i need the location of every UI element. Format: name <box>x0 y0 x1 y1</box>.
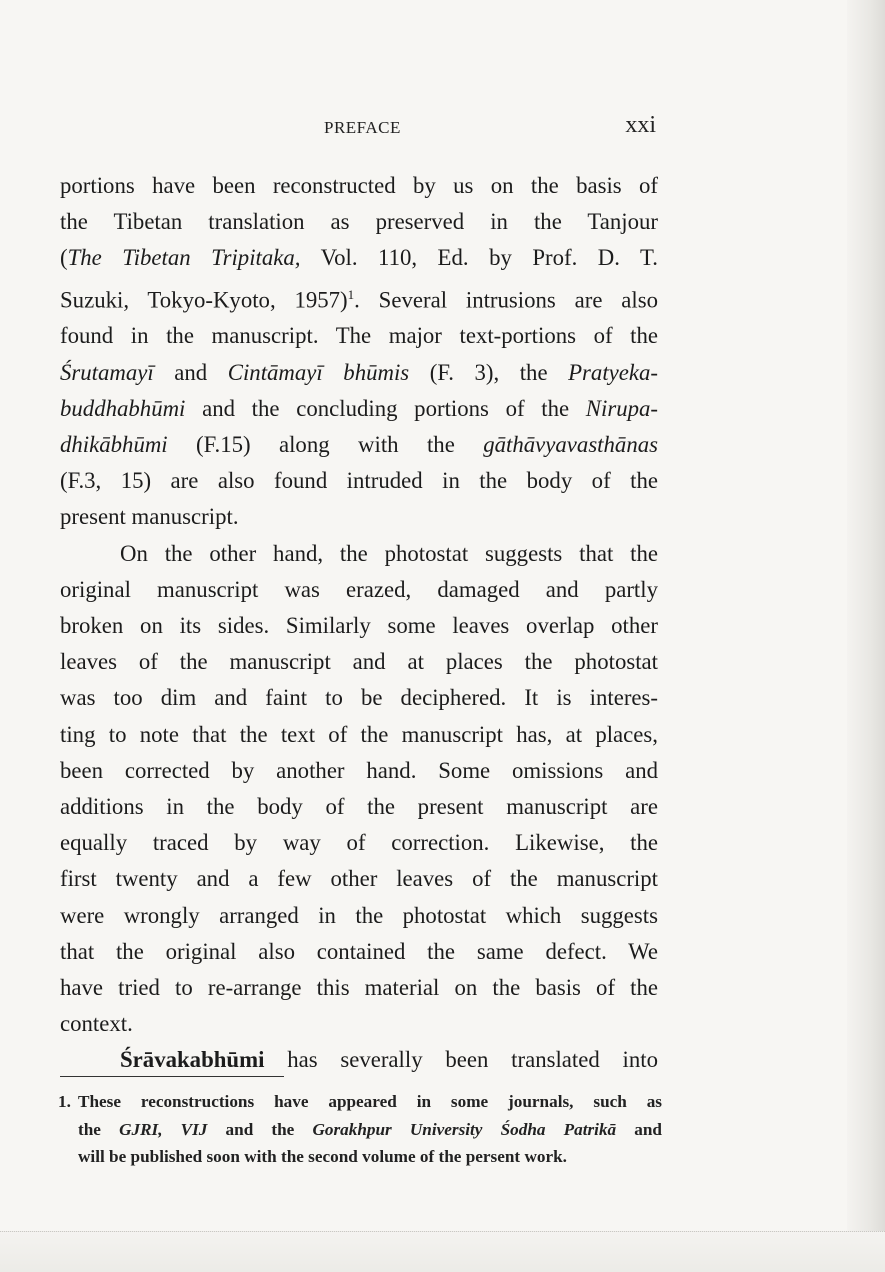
text-line: broken on its sides. Similarly some leaves overlap other <box>60 613 658 639</box>
text-line: dhikābhūmi (F.15) along with the gāthāvyavasthānas <box>60 432 658 458</box>
text-line: was too dim and faint to be deciphered. It is interes- <box>60 685 658 711</box>
bold-term: Śrāvakabhūmi <box>120 1047 265 1073</box>
text-line: (The Tibetan Tripitaka, Vol. 110, Ed. by Prof. D. T. <box>60 245 658 271</box>
text-line: that the original also contained the same defect. We <box>60 938 658 964</box>
footnote-rule <box>60 1076 284 1077</box>
text-line: On the other hand, the photostat suggests that the <box>120 540 658 566</box>
footnote-line: will be published soon with the second volume of the persent work. <box>78 1147 567 1166</box>
text-line: present manuscript. <box>60 504 239 530</box>
page-number: xxi <box>625 112 656 138</box>
text-line: Śrutamayī and Cintāmayī bhūmis (F. 3), the Pratyeka- <box>60 359 658 385</box>
running-head: PREFACE <box>324 118 401 137</box>
text-line: Suzuki, Tokyo-Kyoto, 1957)$^1$. Several intrusions are also <box>60 286 658 313</box>
text-line: additions in the body of the present manuscript are <box>60 794 658 820</box>
text-line: buddhabhūmi and the concluding portions of the Nirupa- <box>60 395 658 421</box>
footnote-line: the GJRI, VIJ and the Gorakhpur University Śodha Patrikā and <box>78 1119 662 1139</box>
paragraph-1 <box>60 168 658 536</box>
text-line: Śrāvakabhūmi has severally been translated into <box>120 1047 658 1073</box>
italic-title: The Tibetan Tripitaka, <box>67 245 301 271</box>
text-line: first twenty and a few other leaves of the manuscript <box>60 866 658 892</box>
text-line: the Tibetan translation as preserved in the Tanjour <box>60 209 658 235</box>
page-header <box>60 112 660 140</box>
paragraph-3 <box>60 1042 658 1078</box>
footnote-marker: 1 <box>347 286 355 302</box>
text-line: found in the manuscript. The major text-portions of the <box>60 323 658 349</box>
text-line: been corrected by another hand. Some omissions and <box>60 757 658 783</box>
text-line: (F.3, 15) are also found intruded in the body of the <box>60 468 658 494</box>
body-text <box>60 168 658 1079</box>
text-line: original manuscript was erazed, damaged and partly <box>60 576 658 602</box>
text-line: context. <box>60 1011 133 1037</box>
text-line: equally traced by way of correction. Likewise, the <box>60 830 658 856</box>
page-bottom-edge <box>0 1231 885 1272</box>
footnote <box>58 1088 662 1171</box>
footnote-line: 1. These reconstructions have appeared in some journals, such as <box>58 1088 662 1116</box>
text-line: ting to note that the text of the manuscript has, at places, <box>60 721 658 747</box>
footnote-number: 1. <box>58 1092 71 1111</box>
page-edge-shadow <box>847 0 885 1272</box>
paragraph-2 <box>60 536 658 1043</box>
text-line: portions have been reconstructed by us on the basis of <box>60 173 658 198</box>
text-line: were wrongly arranged in the photostat which suggests <box>60 902 658 928</box>
text-line: have tried to re-arrange this material on the basis of the <box>60 975 658 1001</box>
text-line: leaves of the manuscript and at places the photostat <box>60 649 658 675</box>
